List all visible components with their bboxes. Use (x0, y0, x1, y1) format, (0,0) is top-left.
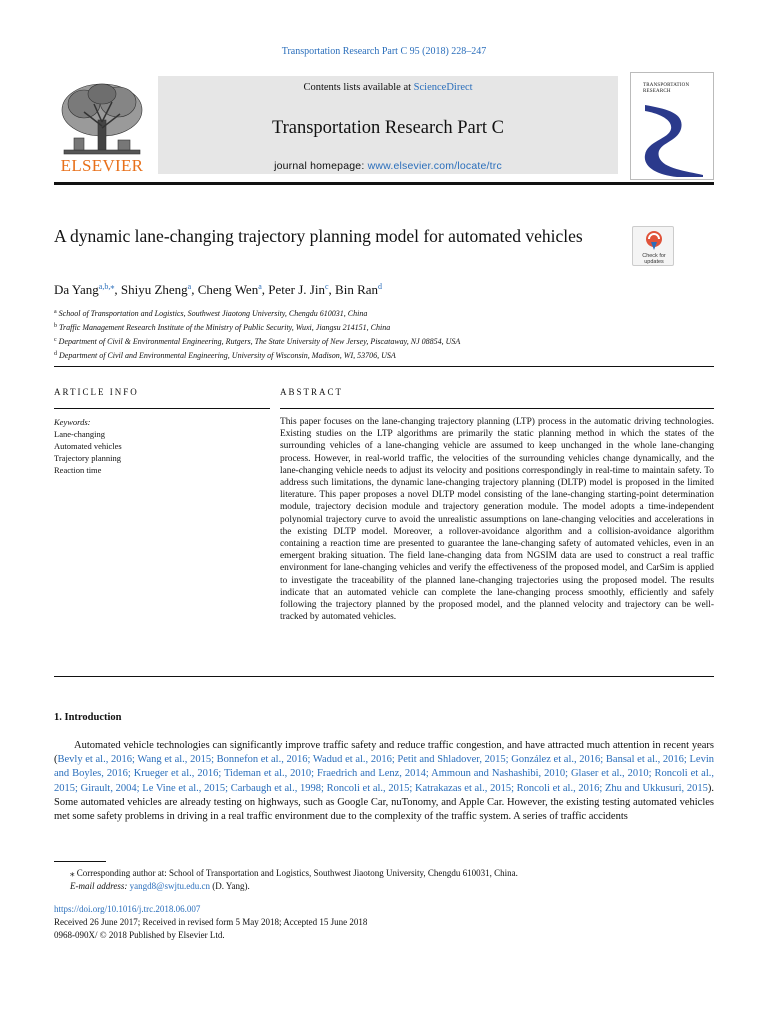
abstract-rule (280, 408, 714, 409)
journal-title: Transportation Research Part C (271, 118, 505, 138)
received-dates: Received 26 June 2017; Received in revised form 5 May 2018; Accepted 15 June 2018 (54, 917, 368, 927)
issn-copyright: 0968-090X/ © 2018 Published by Elsevier Ltd. (54, 930, 225, 940)
doi-link[interactable]: https://doi.org/10.1016/j.trc.2018.06.007 (54, 904, 201, 914)
sciencedirect-link[interactable]: ScienceDirect (413, 82, 473, 93)
keyword-item: Reaction time (54, 465, 102, 475)
cover-title-line1: TRANSPORTATION (643, 83, 690, 88)
masthead (54, 70, 714, 180)
section-rule (54, 366, 714, 367)
article-info-heading: ARTICLE INFO (54, 387, 139, 397)
footnote-rule (54, 861, 106, 862)
intro-text-end: ). Some automated vehicles are already testing on highways, such as Google Car, nuTonomy, and Apple Car. However, the existing testing automated vehicles met some safety problems in driving in a real traffic environment due to the complexity of the traffic system. A series of traffic accidents (54, 782, 714, 823)
author-item[interactable]: Cheng Wen$^a$ (197, 282, 262, 297)
abstract-heading: ABSTRACT (280, 387, 344, 397)
article-title: A dynamic lane-changing trajectory planning model for automated vehicles (54, 226, 583, 246)
intro-text-start: Automated vehicle technologies can significantly improve traffic safety and reduce traffic congestion, and have attracted much attention in recent years ( (54, 740, 714, 766)
cover-title (643, 83, 711, 95)
homepage-link[interactable]: www.elsevier.com/locate/trc (367, 160, 502, 172)
check-for-updates-badge[interactable] (632, 226, 674, 266)
contents-line (158, 82, 618, 93)
contents-prefix: Contents lists available at (303, 82, 414, 93)
article-info-rule (54, 408, 270, 409)
cover-title-line2: RESEARCH (643, 89, 671, 94)
check-for-updates-label: Check for updates (642, 253, 666, 265)
author-item[interactable]: Bin Ran$^d$ (335, 282, 383, 297)
bookmark-icon (645, 230, 663, 252)
affiliation-item: $^d$ Department of Civil and Environmental Engineering, University of Wisconsin, Madison, WI, 53706, USA (54, 351, 396, 360)
journal-banner (158, 76, 618, 174)
keyword-item: Lane-changing (54, 429, 105, 439)
footnote-mark: ⁎ (70, 868, 75, 878)
author-list: Da Yang$^{a,b,⁎}$, Shiyu Zheng$^a$, Cheng Wen$^a$, Peter J. Jin$^c$, Bin Ran$^d$ (54, 282, 383, 297)
affiliation-item: $^c$ Department of Civil & Environmental Engineering, Rutgers, The State University of New Jersey, Piscataway, NJ 08854, USA (54, 337, 461, 346)
author-item[interactable]: Da Yang$^{a,b,⁎}$ (54, 282, 115, 297)
elsevier-wordmark: ELSEVIER (60, 156, 144, 175)
author-item[interactable]: Peter J. Jin$^c$ (268, 282, 329, 297)
cover-river-graphic (637, 99, 709, 177)
footnote (54, 867, 714, 893)
author-item[interactable]: Shiyu Zheng$^a$ (120, 282, 192, 297)
keywords-label: Keywords: (54, 417, 91, 427)
journal-cover-thumbnail[interactable] (630, 72, 714, 180)
section-rule (54, 676, 714, 677)
masthead-rule (54, 182, 714, 185)
email-link[interactable]: yangd8@swjtu.edu.cn (129, 881, 210, 891)
affiliation-item: $^a$ School of Transportation and Logistics, Southwest Jiaotong University, Chengdu 610031, China (54, 309, 368, 318)
keywords-block (54, 416, 264, 476)
intro-paragraph (54, 739, 714, 824)
keyword-item: Trajectory planning (54, 453, 121, 463)
affiliation-list (54, 306, 694, 362)
journal-reference[interactable]: Transportation Research Part C 95 (2018) 228–247 (281, 46, 487, 57)
section-heading-introduction: 1. Introduction (54, 712, 122, 723)
homepage-prefix: journal homepage: (274, 160, 368, 172)
keyword-item: Automated vehicles (54, 441, 122, 451)
footnote-corresponding: ⁎ Corresponding author at: School of Transportation and Logistics, Southwest Jiaotong University, Chengdu 610031, China. (70, 868, 518, 878)
footnote-email: E-mail address: yangd8@swjtu.edu.cn (D. Yang). (70, 881, 250, 891)
affiliation-item: $^b$ Traffic Management Research Institute of the Ministry of Public Security, Wuxi, Jiangsu 214151, China (54, 323, 391, 332)
abstract-text: This paper focuses on the lane-changing trajectory planning (LTP) process in the automatic driving technologies. Existing studies on the LTP algorithms are primarily the static planning method in which the states of the surrounding vehicles of a lane-changing vehicle are assumed to keep unchanged in the whole lane-changing process. However, in real-world traffic, the velocities of the surrounding vehicles change dynamically, and the lane-changing vehicle needs to adjust its velocity and positions correspondingly in real-time to maintain safety. To address such limitations, the dynamic lane-changing trajectory planning (DLTP) model is proposed in the limited literature. This paper proposes a novel DLTP model consisting of the lane-changing starting-point determination module, trajectory decision module and trajectory generation module. The model adopts a time-independent polynomial trajectory curve to avoid the unrealistic assumptions on lane-changing velocities and accelerations in the existing DLTP model. Moreover, a rollover-avoidance algorithm and a collision-avoidance algorithm containing a reaction time are presented to guarantee the lane-changing safety of automated vehicles, even in an emergent braking situation. The field lane-changing data from NGSIM data are used to construct a real traffic environment for lane-changing vehicles and verify the effectiveness of the proposed model, and CarSim is applied to investigate the traceability of the planned lane-changing trajectories using the proposed model. The results indicate that an automated vehicle can complete the lane-changing process smoothly, efficiently and safely following the trajectory planned by the proposed model, and the planned velocity and trajectory can be well-tracked by automated vehicles. (280, 417, 714, 623)
homepage-line (158, 160, 618, 172)
citation-links[interactable]: Bevly et al., 2016; Wang et al., 2015; Bonnefon et al., 2016; Wadud et al., 2016; Petit and Shladover, 2015; González et al., 2016; Bansal et al., 2016; Levin and Boyles, 2016; Krueger et al., 2016; Tideman et al., 2010; Fraedrich and Lenz, 2014; Ammoun and Nashashibi, 2010; Glaser et al., 2010; Roncoli et al., 2015; Girault, 2004; Le Vine et al., 2015; Carbaugh et al., 1998; Roncoli et al., 2015; Katrakazas et al., 2015; Roncoli et al., 2016; Zhu and Ukkusuri, 2015 (54, 754, 714, 794)
